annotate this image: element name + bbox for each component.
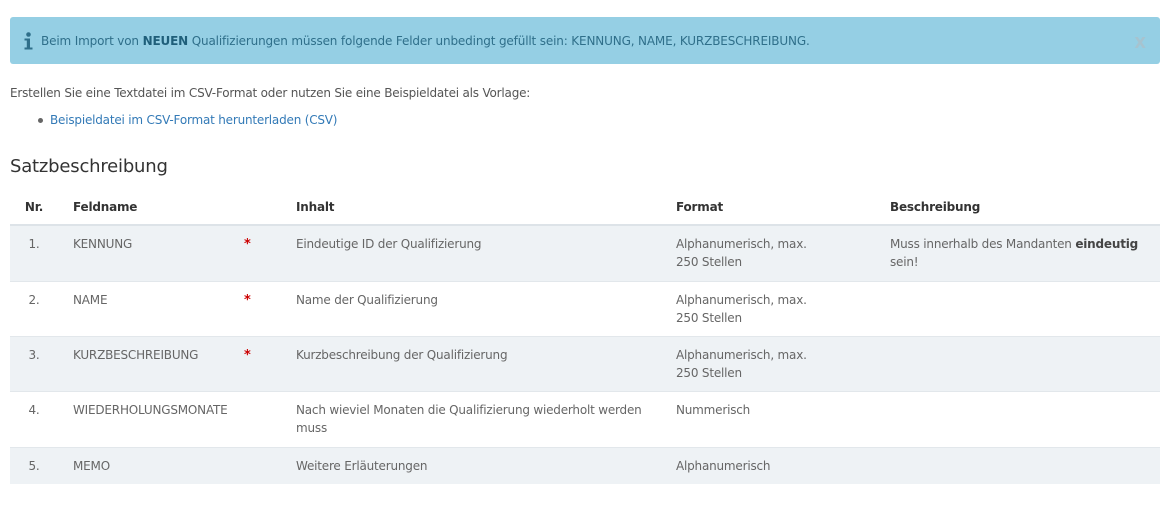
cell-required: [244, 225, 296, 281]
section-title: Satzbeschreibung: [10, 156, 168, 177]
bullet-icon: [38, 118, 43, 123]
intro-text: Erstellen Sie eine Textdatei im CSV-Format oder nutzen Sie eine Beispieldatei als Vorlage:: [10, 86, 531, 100]
download-csv-link[interactable]: Beispieldatei im CSV-Format herunterladen (CSV): [50, 113, 338, 127]
cell-feldname: KURZBESCHREIBUNG: [58, 336, 244, 391]
header-nr: Nr.: [10, 190, 58, 225]
header-inhalt: Inhalt: [296, 190, 676, 225]
list-item: [38, 112, 337, 128]
alert-message-bold: NEUEN: [142, 34, 189, 48]
required-marker: *: [244, 237, 251, 252]
cell-feldname: MEMO: [58, 447, 244, 484]
alert-message: [41, 33, 810, 49]
cell-nr: 4.: [10, 391, 58, 447]
field-description-table: [10, 190, 1160, 484]
cell-feldname: NAME: [58, 281, 244, 336]
info-alert: [10, 17, 1160, 64]
cell-beschreibung: [890, 225, 1160, 281]
beschreibung-text-post: sein!: [890, 255, 919, 269]
close-alert-button[interactable]: X: [1134, 34, 1146, 52]
cell-format: Alphanumerisch: [676, 447, 890, 484]
table-row: [10, 225, 1160, 281]
header-beschreibung: Beschreibung: [890, 190, 1160, 225]
cell-required: [244, 336, 296, 391]
cell-beschreibung: [890, 447, 1160, 484]
alert-message-prefix: Beim Import von: [41, 34, 143, 48]
cell-inhalt: Eindeutige ID der Qualifizierung: [296, 225, 676, 281]
cell-beschreibung: [890, 336, 1160, 391]
required-marker: *: [244, 347, 251, 363]
cell-inhalt: Weitere Erläuterungen: [296, 447, 676, 484]
table-header-row: [10, 190, 1160, 225]
cell-nr: 2.: [10, 281, 58, 336]
table-row: [10, 281, 1160, 336]
cell-feldname: WIEDERHOLUNGSMONATE: [58, 391, 244, 447]
info-icon: [24, 32, 33, 50]
cell-beschreibung: [890, 391, 1160, 447]
cell-format: Alphanumerisch, max. 250 Stellen: [676, 336, 890, 391]
download-list: [38, 112, 337, 128]
cell-inhalt: Kurzbeschreibung der Qualifizierung: [296, 336, 676, 391]
cell-inhalt: Nach wieviel Monaten die Qualifizierung wiederholt werden muss: [296, 391, 676, 447]
cell-required: [244, 391, 296, 447]
cell-inhalt: Name der Qualifizierung: [296, 281, 676, 336]
beschreibung-text-pre: Muss innerhalb des Mandanten: [890, 237, 1076, 251]
cell-nr: 5.: [10, 447, 58, 484]
header-feldname: Feldname: [58, 190, 244, 225]
cell-beschreibung: [890, 281, 1160, 336]
cell-required: [244, 281, 296, 336]
cell-format: Alphanumerisch, max. 250 Stellen: [676, 281, 890, 336]
cell-nr: 1.: [10, 225, 58, 281]
cell-nr: 3.: [10, 336, 58, 391]
header-format: Format: [676, 190, 890, 225]
cell-format: Nummerisch: [676, 391, 890, 447]
table-row: [10, 447, 1160, 484]
cell-feldname: KENNUNG: [58, 225, 244, 281]
required-marker: *: [244, 292, 251, 308]
alert-message-suffix: Qualifizierungen müssen folgende Felder unbedingt gefüllt sein: KENNUNG, NAME, KURZBESCHREIBUNG.: [188, 34, 810, 48]
table-row: [10, 391, 1160, 447]
cell-format: Alphanumerisch, max. 250 Stellen: [676, 225, 890, 281]
header-required: [244, 190, 296, 225]
cell-required: [244, 447, 296, 484]
table-row: [10, 336, 1160, 391]
beschreibung-text-bold: eindeutig: [1075, 237, 1139, 251]
